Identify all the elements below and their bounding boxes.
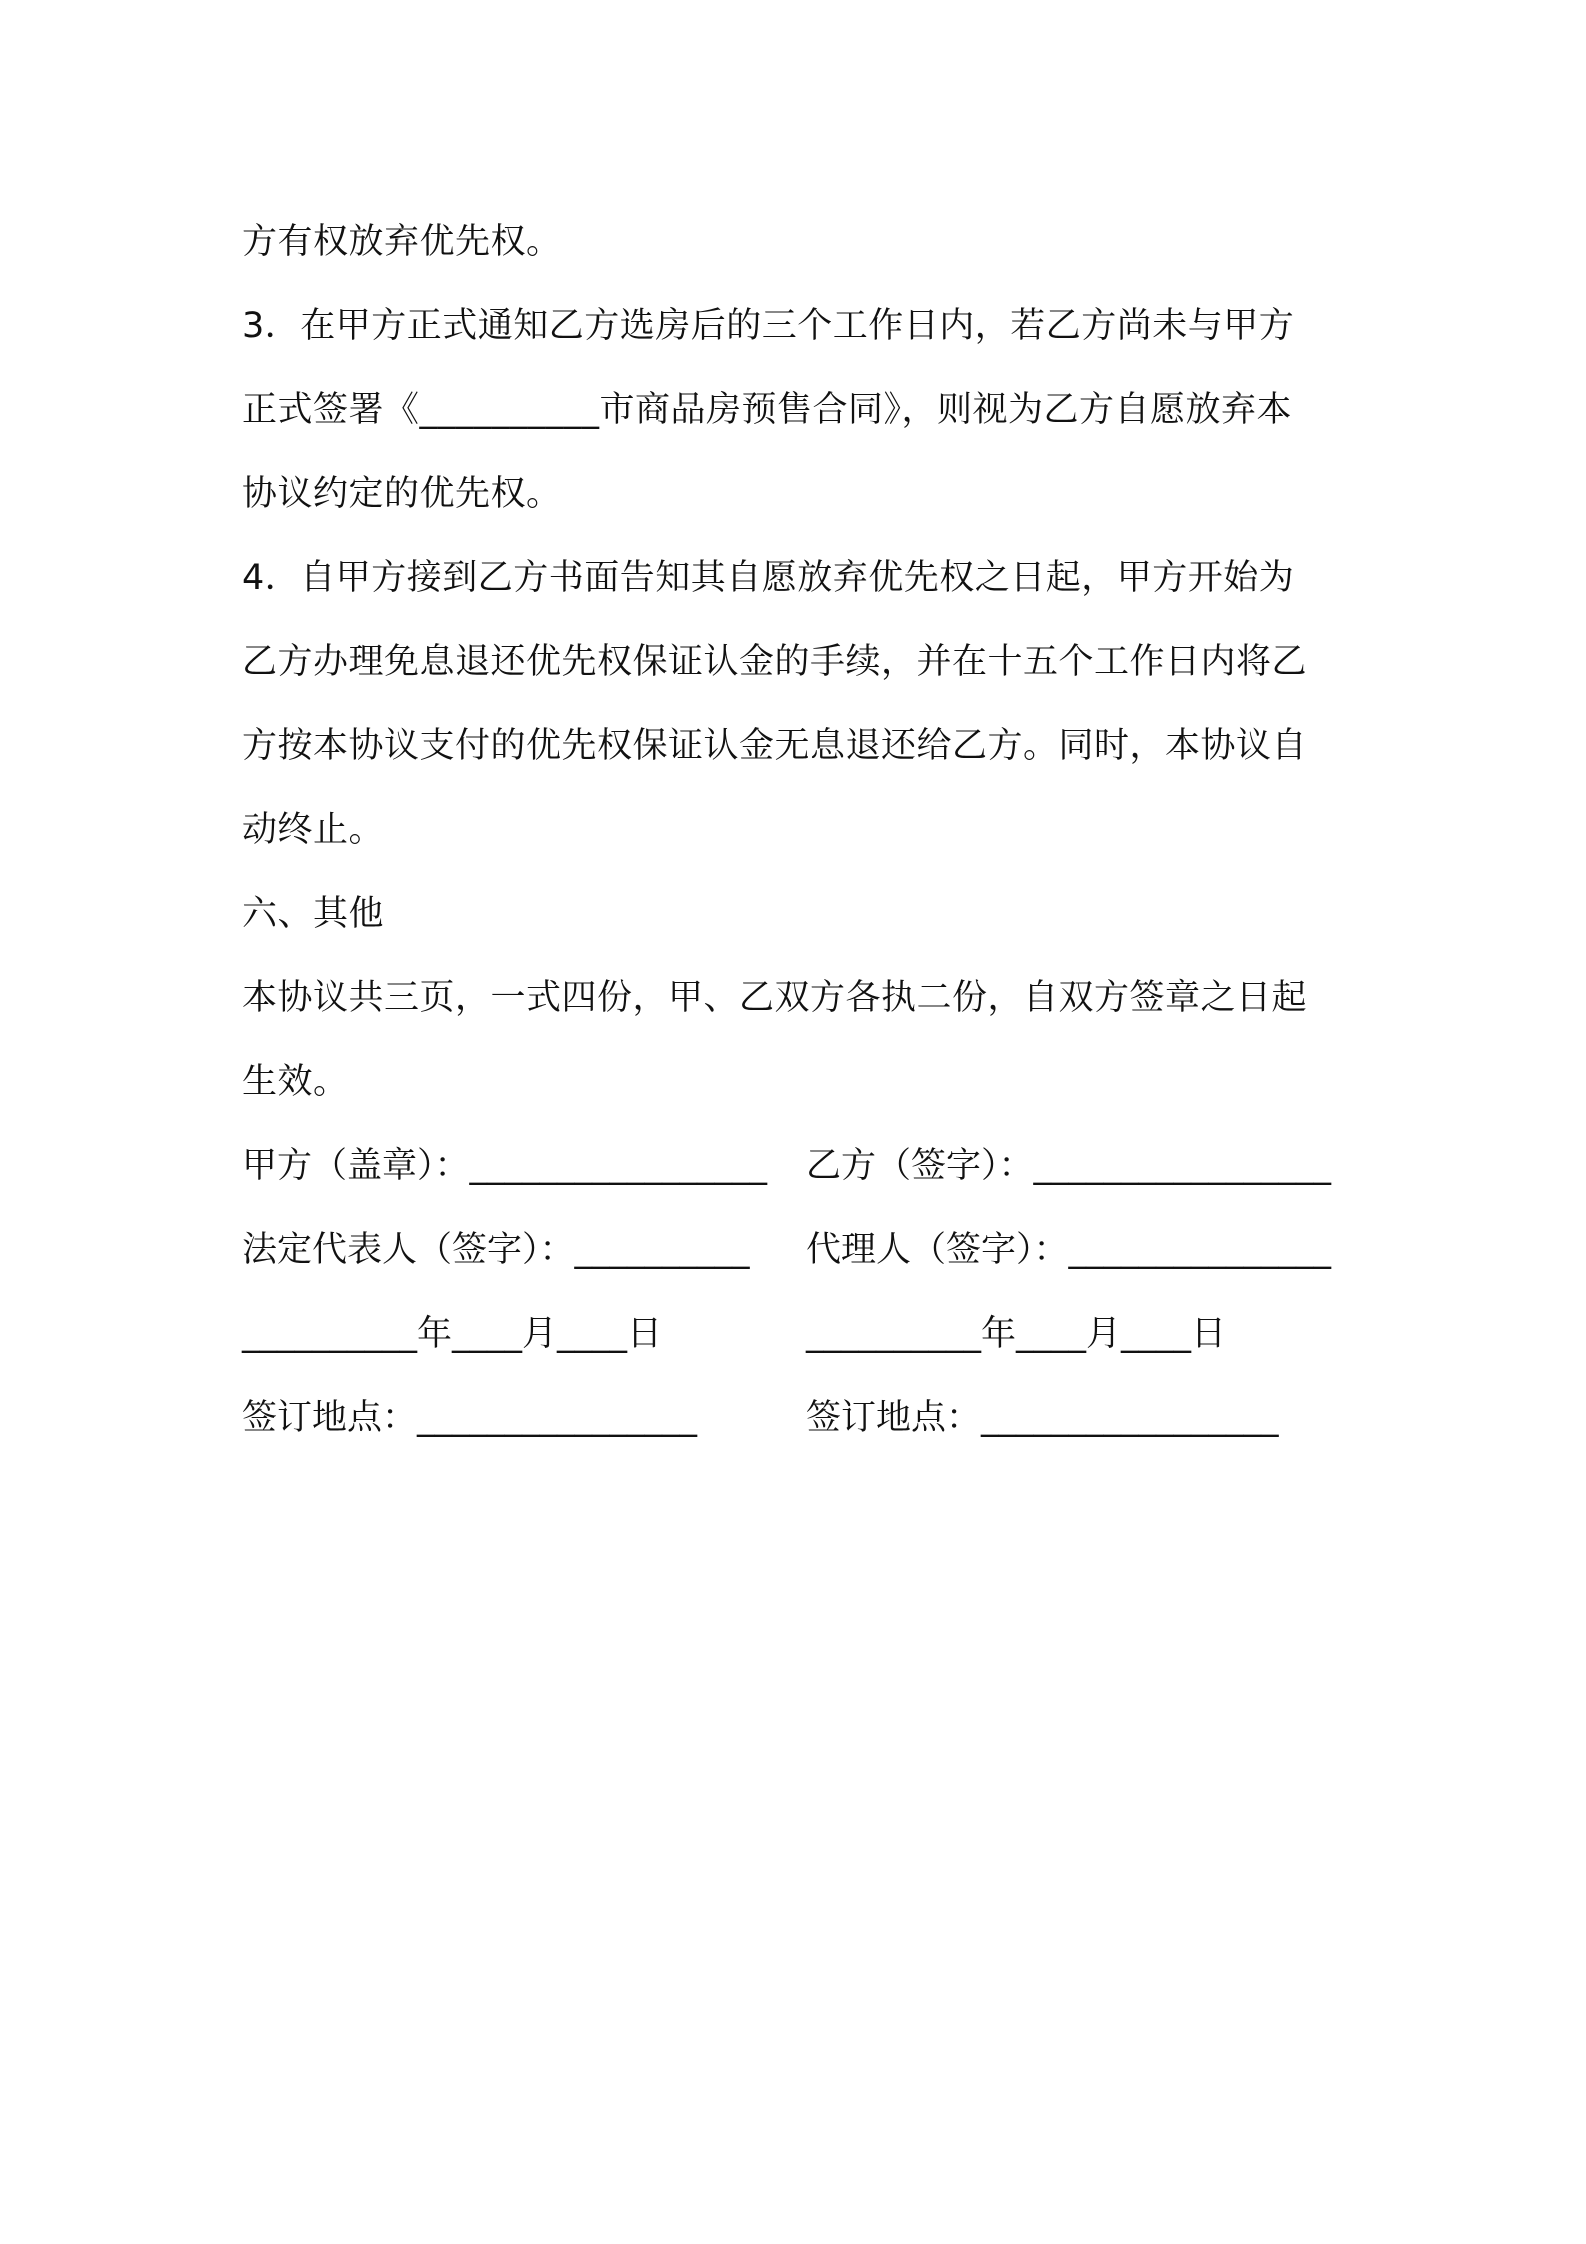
clause-3-line-3: 协议约定的优先权。 bbox=[242, 474, 562, 514]
party-a-seal-field: 甲方（盖章）：_________________ bbox=[242, 1146, 768, 1186]
clause-3-line-2: 正式签署《__________市商品房预售合同》，则视为乙方自愿放弃本 bbox=[242, 390, 1293, 430]
legal-rep-sign-field: 法定代表人（签字）：__________ bbox=[242, 1230, 750, 1270]
clause-4-line-4: 动终止。 bbox=[242, 810, 385, 850]
signature-row-parties bbox=[242, 1124, 1362, 1208]
section-heading-other: 六、其他 bbox=[242, 894, 385, 934]
clause-4-line-1: 4．自甲方接到乙方书面告知其自愿放弃优先权之日起，甲方开始为 bbox=[242, 558, 1295, 598]
signature-row-representatives bbox=[242, 1208, 1362, 1292]
clause-4-line-3: 方按本协议支付的优先权保证认金无息退还给乙方。同时，本协议自 bbox=[242, 726, 1308, 766]
party-b-sign-field: 乙方（签字）：_________________ bbox=[806, 1146, 1332, 1186]
other-clause-line-1: 本协议共三页，一式四份，甲、乙双方各执二份，自双方签章之日起 bbox=[242, 978, 1308, 1018]
other-clause-line-2: 生效。 bbox=[242, 1062, 349, 1102]
signing-place-right: 签订地点：_________________ bbox=[806, 1398, 1279, 1438]
signature-row-places bbox=[242, 1376, 1362, 1460]
text-line: 方有权放弃优先权。 bbox=[242, 222, 562, 262]
date-field-right: __________年____月____日 bbox=[806, 1314, 1227, 1354]
clause-3-line-1: 3．在甲方正式通知乙方选房后的三个工作日内，若乙方尚未与甲方 bbox=[242, 306, 1295, 346]
date-field-left: __________年____月____日 bbox=[242, 1314, 663, 1354]
signing-place-left: 签订地点：________________ bbox=[242, 1398, 698, 1438]
signature-row-dates bbox=[242, 1292, 1362, 1376]
document-body bbox=[242, 200, 1362, 1460]
agent-sign-field: 代理人（签字）：_______________ bbox=[806, 1230, 1332, 1270]
clause-4-line-2: 乙方办理免息退还优先权保证认金的手续，并在十五个工作日内将乙 bbox=[242, 642, 1308, 682]
